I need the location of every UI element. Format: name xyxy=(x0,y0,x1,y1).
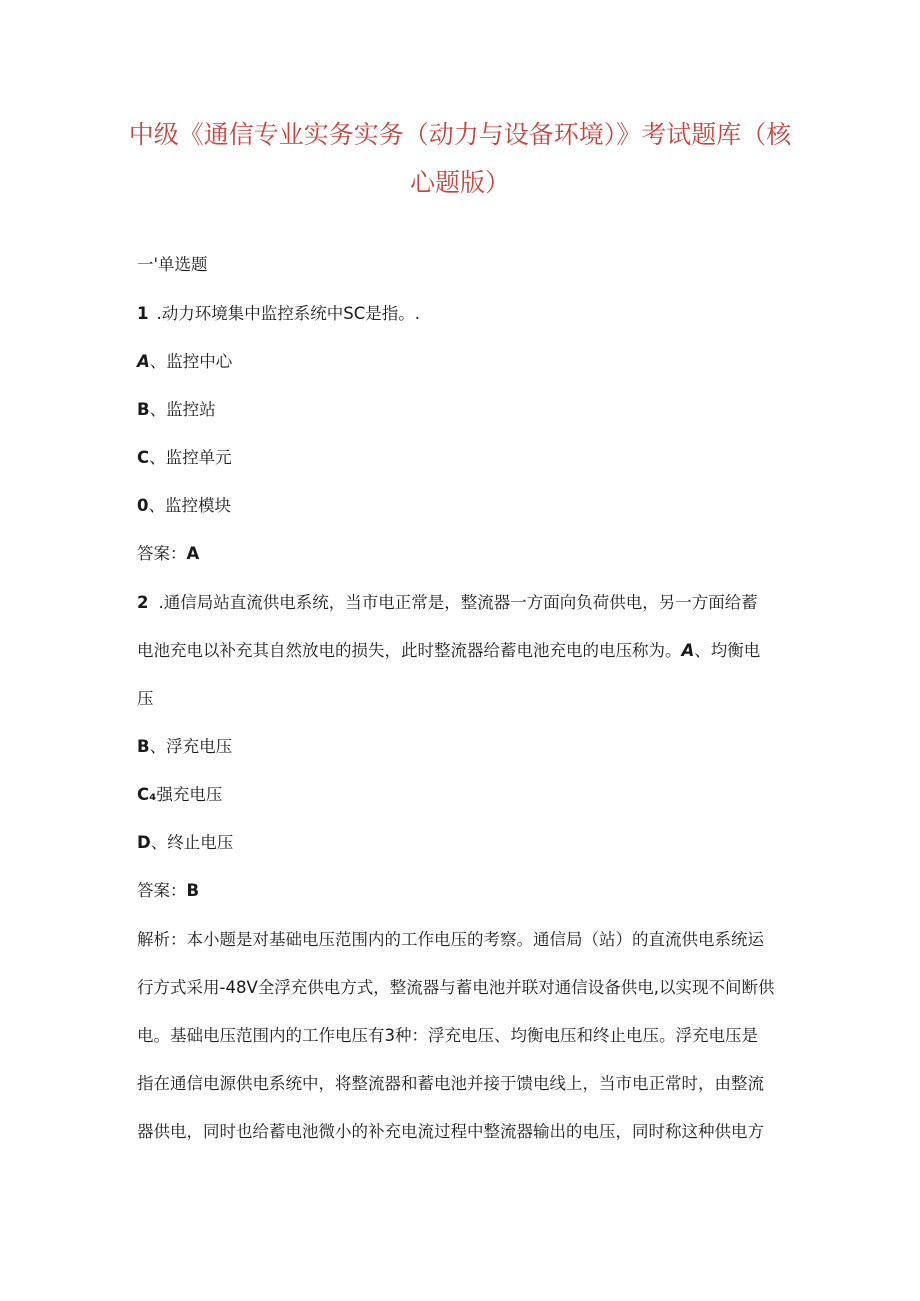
option-text: 监控中心 xyxy=(166,352,233,371)
option-letter: A xyxy=(137,352,150,371)
question-2-option-c xyxy=(137,787,222,804)
option-letter: A xyxy=(681,641,695,660)
document-title-line-1: 中级《通信专业实务实务（动力与设备环境）》考试题库（核 xyxy=(128,120,792,149)
analysis-line-3: 电。基础电压范围内的工作电压有3种：浮充电压、均衡电压和终止电压。浮充电压是 xyxy=(137,1026,758,1045)
question-1-answer xyxy=(137,546,199,563)
answer-label: 答案： xyxy=(137,544,187,563)
section-heading: 一'单选题 xyxy=(137,255,208,274)
option-text: 强充电压 xyxy=(156,785,223,804)
question-1-option-b xyxy=(137,402,216,419)
option-separator: 、 xyxy=(150,833,168,852)
option-letter: C xyxy=(137,448,150,467)
question-1 xyxy=(137,306,420,323)
question-2-line-1 xyxy=(137,595,785,612)
question-1-option-a xyxy=(137,354,232,371)
question-1-number: 1 xyxy=(137,304,149,323)
option-text: 监控站 xyxy=(166,400,216,419)
option-letter: D xyxy=(137,833,151,852)
option-text: 浮充电压 xyxy=(166,737,233,756)
question-2-line-2 xyxy=(137,643,785,660)
question-1-option-c xyxy=(137,450,232,467)
question-2-number: 2 xyxy=(137,593,149,612)
question-1-text: .动力环境集中监控系统中SC是指。. xyxy=(156,304,420,323)
option-separator: 、 xyxy=(149,448,166,467)
option-text: 监控模块 xyxy=(164,496,231,515)
answer-value: A xyxy=(186,544,200,563)
option-separator: 、 xyxy=(149,352,167,371)
document-title-line-2: 心题版） xyxy=(409,168,510,197)
question-2-text: 电池充电以补充其自然放电的损失，此时整流器给蓄电池充电的电压称为。 xyxy=(137,641,682,660)
analysis-line-2: 行方式采用-48V全浮充供电方式，整流器与蓄电池并联对通信设备供电,以实现不间断供 xyxy=(137,978,775,997)
question-1-option-d xyxy=(137,498,231,515)
option-separator: 、 xyxy=(148,496,165,515)
option-letter: B xyxy=(137,400,150,419)
analysis-line-5: 器供电，同时也给蓄电池微小的补充电流过程中整流器输出的电压，同时称这种供电方 xyxy=(137,1122,764,1141)
option-letter: B xyxy=(137,737,150,756)
answer-value: B xyxy=(186,881,200,900)
option-letter: 0 xyxy=(137,496,149,515)
option-text: 、均衡电 xyxy=(694,641,761,660)
option-letter: C₄ xyxy=(137,785,157,804)
option-separator: 、 xyxy=(149,737,167,756)
analysis-line-4: 指在通信电源供电系统中，将整流器和蓄电池并接于馈电线上，当市电正常时，由整流 xyxy=(137,1074,764,1093)
analysis-line-1: 解析：本小题是对基础电压范围内的工作电压的考察。通信局（站）的直流供电系统运 xyxy=(137,930,764,949)
option-text: 监控单元 xyxy=(165,448,232,467)
option-text: 终止电压 xyxy=(167,833,234,852)
question-2-answer xyxy=(137,883,199,900)
question-2-option-b xyxy=(137,739,232,756)
option-separator: 、 xyxy=(149,400,167,419)
question-2-line-3: 压 xyxy=(137,689,154,708)
question-2-text: .通信局站直流供电系统，当市电正常是，整流器一方面向负荷供电，另一方面给蓄 xyxy=(158,593,758,612)
answer-label: 答案： xyxy=(137,881,187,900)
question-2-option-d xyxy=(137,835,233,852)
